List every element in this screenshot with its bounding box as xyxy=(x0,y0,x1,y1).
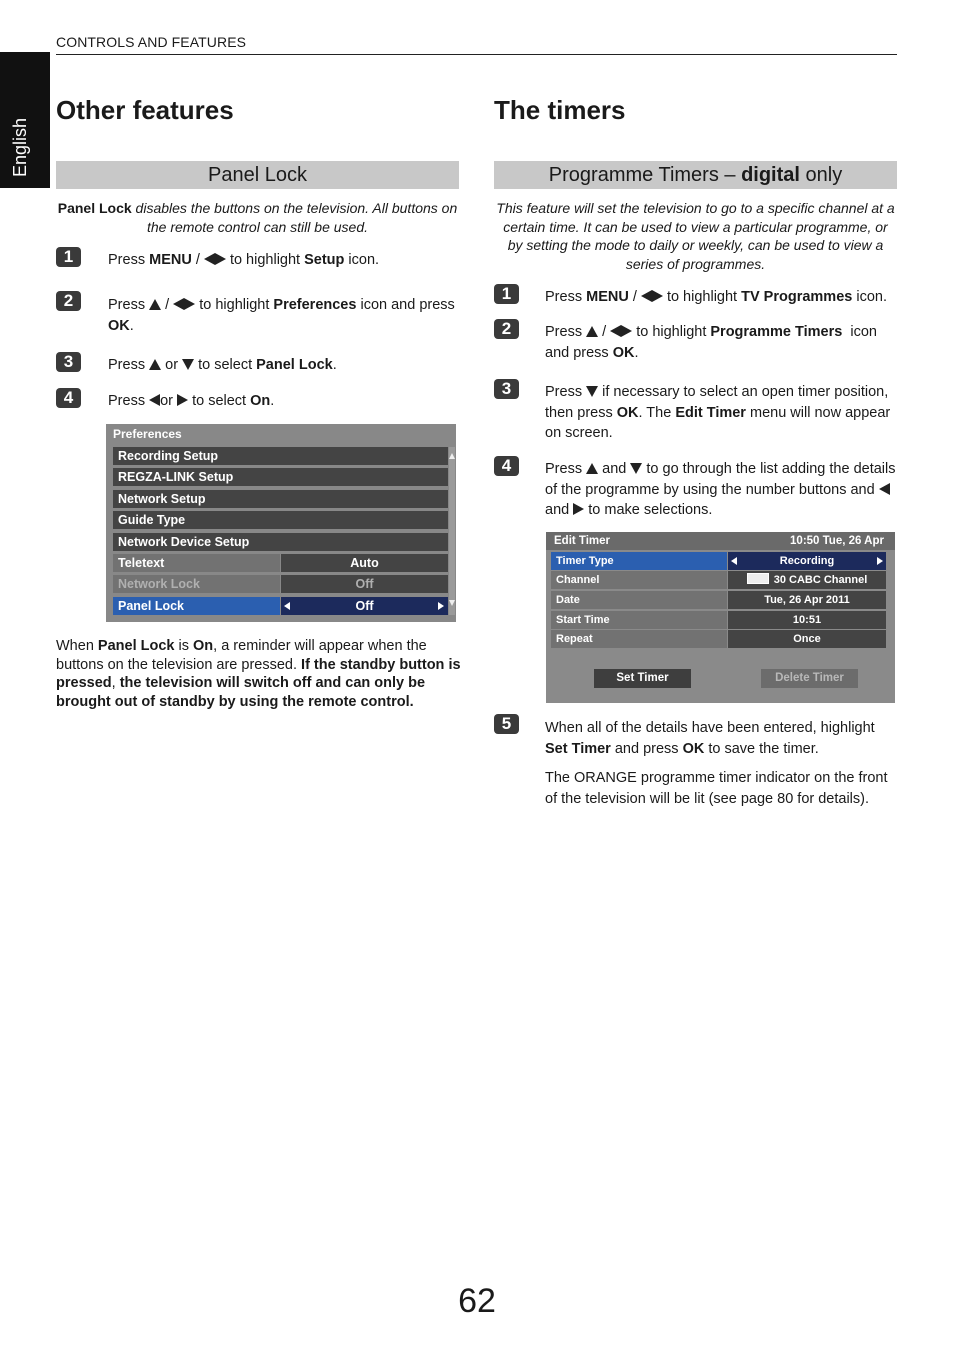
timer-row-timer-type[interactable]: Timer Type Recording xyxy=(551,552,886,570)
value-left-icon[interactable] xyxy=(284,602,290,610)
right-arrow-icon xyxy=(621,325,632,337)
menu-item-network-lock: Network Lock Off xyxy=(113,575,448,593)
step-badge: 4 xyxy=(56,388,81,408)
edit-timer-clock: 10:50 Tue, 26 Apr xyxy=(790,535,884,547)
edit-timer-title: Edit Timer xyxy=(554,535,611,547)
down-arrow-icon xyxy=(586,386,598,397)
timer-row-channel[interactable]: Channel 30 CABC Channel xyxy=(551,571,886,589)
step-2-text: Press / to highlight Preferences icon and press OK. xyxy=(108,297,455,334)
panel-lock-band: Panel Lock xyxy=(56,161,459,189)
set-timer-button[interactable]: Set Timer xyxy=(594,669,691,688)
value-right-icon[interactable] xyxy=(438,602,444,610)
timers-intro: This feature will set the television to go to a specific channel at a certain time. It can be used to view a particular programme, or by setting the mode to daily or weekly, can be used to view a series of programmes. xyxy=(496,200,895,272)
step-4-text: Press or to select On. xyxy=(108,393,275,409)
timer-row-repeat[interactable]: Repeat Once xyxy=(551,630,886,648)
right-arrow-icon xyxy=(177,394,188,406)
timer-step-2-text: Press / to highlight Programme Timers icon and press OK. xyxy=(545,324,877,361)
value-left-icon[interactable] xyxy=(731,557,737,565)
language-label: English xyxy=(10,117,30,177)
menu-item-recording-setup[interactable]: Recording Setup xyxy=(113,447,448,465)
timer-row-start-time[interactable]: Start Time 10:51 xyxy=(551,611,886,629)
right-arrow-icon xyxy=(573,503,584,515)
menu-item-guide-type[interactable]: Guide Type xyxy=(113,511,448,529)
programme-timers-band: Programme Timers – digital only xyxy=(494,161,897,189)
left-arrow-icon xyxy=(149,394,160,406)
menu-item-network-device-setup[interactable]: Network Device Setup xyxy=(113,533,448,551)
timer-step-4-text: Press and to go through the list adding the details of the programme by using the number buttons and and to make selections. xyxy=(545,461,896,518)
menu-item-panel-lock[interactable]: Panel Lock Off xyxy=(113,597,448,615)
step-badge: 1 xyxy=(494,284,519,304)
step-1-text: Press MENU / to highlight Setup icon. xyxy=(108,252,380,268)
value-right-icon[interactable] xyxy=(877,557,883,565)
tv-channel-icon xyxy=(747,573,769,584)
up-arrow-icon xyxy=(586,463,598,474)
language-tab xyxy=(0,52,50,188)
up-arrow-icon xyxy=(586,326,598,337)
panel-lock-intro: Panel Lock disables the buttons on the television. All buttons on the remote control can still be used. xyxy=(57,200,458,235)
header-divider xyxy=(56,54,897,55)
down-arrow-icon xyxy=(182,359,194,370)
left-arrow-icon xyxy=(204,253,215,265)
timer-step-5-text: When all of the details have been entered, highlight Set Timer and press OK to save the timer. xyxy=(545,720,875,757)
left-arrow-icon xyxy=(173,298,184,310)
up-arrow-icon xyxy=(149,299,161,310)
step-badge: 4 xyxy=(494,456,519,476)
menu-item-teletext[interactable]: Teletext Auto xyxy=(113,554,448,572)
step-badge: 5 xyxy=(494,714,519,734)
step-badge: 2 xyxy=(56,291,81,311)
page-number: 62 xyxy=(458,1282,496,1320)
menu-item-regza-link-setup[interactable]: REGZA-LINK Setup xyxy=(113,468,448,486)
delete-timer-button[interactable]: Delete Timer xyxy=(761,669,858,688)
section-header: CONTROLS AND FEATURES xyxy=(56,34,247,50)
left-arrow-icon xyxy=(879,483,890,495)
edit-timer-screen xyxy=(546,532,895,703)
scroll-up-icon[interactable] xyxy=(449,453,455,459)
timer-indicator-note: The ORANGE programme timer indicator on the front of the television will be lit (see page 80 for details). xyxy=(545,770,888,807)
timer-step-3-text: Press if necessary to select an open timer position, then press OK. The Edit Timer menu will now appear on screen. xyxy=(545,384,891,441)
menu-scrollbar[interactable] xyxy=(449,447,455,615)
up-arrow-icon xyxy=(149,359,161,370)
left-arrow-icon xyxy=(641,290,652,302)
step-3-text: Press or to select Panel Lock. xyxy=(108,357,337,373)
menu-item-network-setup[interactable]: Network Setup xyxy=(113,490,448,508)
left-section-title: Other features xyxy=(56,95,234,125)
scroll-down-icon[interactable] xyxy=(449,600,455,606)
timer-step-1-text: Press MENU / to highlight TV Programmes icon. xyxy=(545,289,887,305)
right-section-title: The timers xyxy=(494,95,626,125)
right-arrow-icon xyxy=(215,253,226,265)
timer-row-date[interactable]: Date Tue, 26 Apr 2011 xyxy=(551,591,886,609)
preferences-menu xyxy=(106,424,456,622)
step-badge: 3 xyxy=(494,379,519,399)
preferences-menu-title: Preferences xyxy=(113,427,182,441)
left-arrow-icon xyxy=(610,325,621,337)
step-badge: 2 xyxy=(494,319,519,339)
step-badge: 3 xyxy=(56,352,81,372)
down-arrow-icon xyxy=(630,463,642,474)
right-arrow-icon xyxy=(184,298,195,310)
panel-lock-note: When Panel Lock is On, a reminder will appear when the buttons on the television are pressed. If the standby button is pressed, the television will switch off and can only be brought out of standby by using the remote control. xyxy=(56,638,461,710)
step-badge: 1 xyxy=(56,247,81,267)
right-arrow-icon xyxy=(652,290,663,302)
